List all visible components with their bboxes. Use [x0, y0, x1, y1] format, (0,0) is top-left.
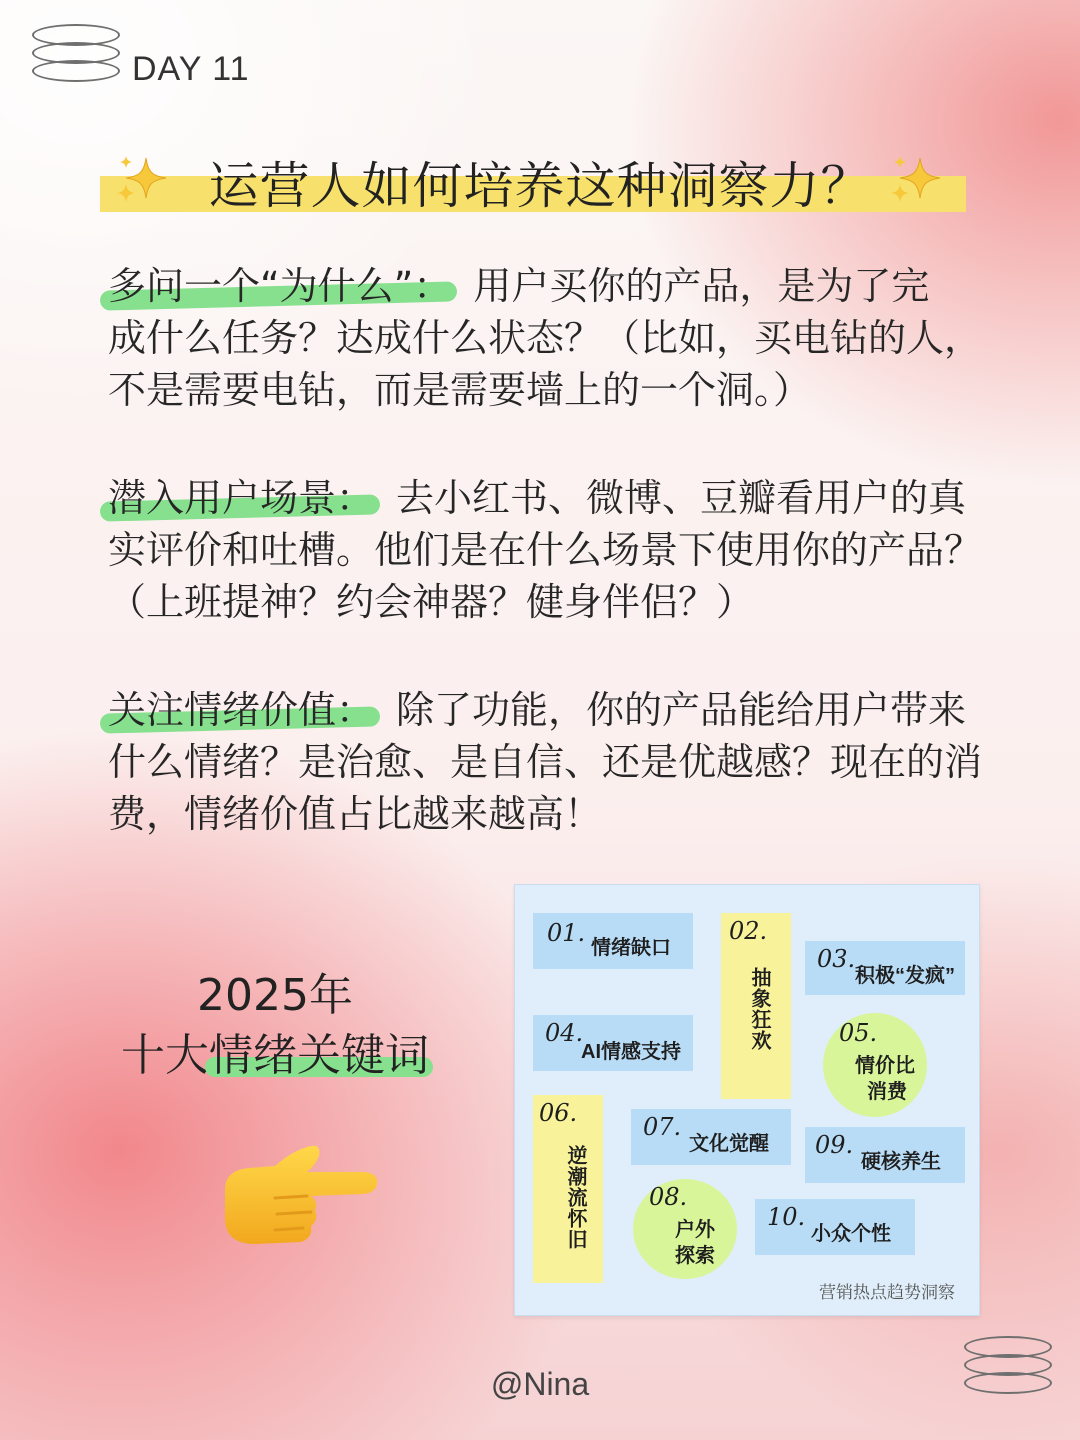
keyword-tile [823, 1013, 927, 1117]
keywords-year: 2025年 [197, 970, 353, 1021]
keyword-label: 逆潮流怀旧 [564, 1145, 586, 1250]
rings-icon [32, 24, 120, 78]
section-body: 成什么任务？达成什么状态？（比如，买电钻的人， [108, 316, 983, 360]
keyword-label: 情绪缺口 [591, 937, 671, 959]
section-scene [108, 472, 988, 628]
section-keyword: 潜入用户场景： [108, 476, 375, 520]
keyword-number: 03. [817, 945, 856, 973]
keyword-label: 小众个性 [811, 1223, 891, 1245]
keyword-label: AI情感支持 [581, 1041, 681, 1063]
section-body: 去小红书、微博、豆瓣看用户的真 [396, 476, 967, 520]
keyword-tile [533, 1095, 603, 1283]
section-body: 用户买你的产品，是为了完 [473, 264, 930, 308]
keyword-number: 07. [643, 1113, 682, 1141]
keyword-number: 01. [547, 919, 586, 947]
keywords-card [514, 884, 980, 1316]
page-title: 运营人如何培养这种洞察力？ [208, 157, 872, 215]
card-footer: 营销热点趋势洞察 [819, 1283, 955, 1303]
keyword-label: 抽象狂欢 [748, 967, 770, 1051]
section-keyword: 关注情绪价值： [108, 688, 375, 732]
keywords-highlight: 情绪关键词 [209, 1030, 429, 1081]
keyword-number: 10. [767, 1203, 806, 1231]
section-body: 除了功能，你的产品能给用户带来 [396, 688, 967, 732]
keyword-label: 情价比 [855, 1055, 915, 1077]
keyword-tile [633, 1179, 737, 1279]
keyword-number: 02. [729, 917, 768, 945]
section-keyword: 多问一个“为什么”： [108, 264, 452, 308]
keyword-label: 户外 [675, 1219, 715, 1241]
keyword-tile [805, 1127, 965, 1183]
keyword-label: 积极“发疯” [855, 965, 955, 987]
keyword-tile [631, 1109, 791, 1165]
keyword-label: 探索 [675, 1245, 715, 1267]
section-body: （上班提神？约会神器？健身伴侣？） [108, 580, 755, 624]
pointing-hand-icon [215, 1140, 385, 1260]
keyword-tile [721, 913, 791, 1099]
section-body: 费，情绪价值占比越来越高！ [108, 792, 603, 836]
keywords-prefix: 十大 [121, 1030, 209, 1081]
keyword-number: 04. [545, 1019, 584, 1047]
section-body: 什么情绪？是治愈、是自信、还是优越感？现在的消 [108, 740, 983, 784]
keyword-tile [805, 941, 965, 995]
keyword-tile [533, 913, 693, 969]
keyword-label: 硬核养生 [861, 1151, 941, 1173]
sparkle-icon [886, 150, 946, 210]
keyword-label: 消费 [867, 1081, 907, 1103]
section-why [108, 260, 988, 416]
keyword-number: 05. [839, 1019, 878, 1047]
keyword-number: 09. [815, 1131, 854, 1159]
keyword-tile [755, 1199, 915, 1255]
keyword-number: 08. [649, 1183, 688, 1211]
section-emotion [108, 684, 988, 840]
section-body: 实评价和吐槽。他们是在什么场景下使用你的产品？ [108, 528, 983, 572]
keyword-label: 文化觉醒 [689, 1133, 769, 1155]
author-handle: @Nina [490, 1366, 590, 1402]
keyword-number: 06. [539, 1099, 578, 1127]
day-label: DAY 11 [132, 50, 250, 88]
keyword-tile [533, 1015, 693, 1071]
section-body: 不是需要电钻，而是需要墙上的一个洞。） [108, 368, 812, 412]
keywords-heading [60, 966, 490, 1086]
